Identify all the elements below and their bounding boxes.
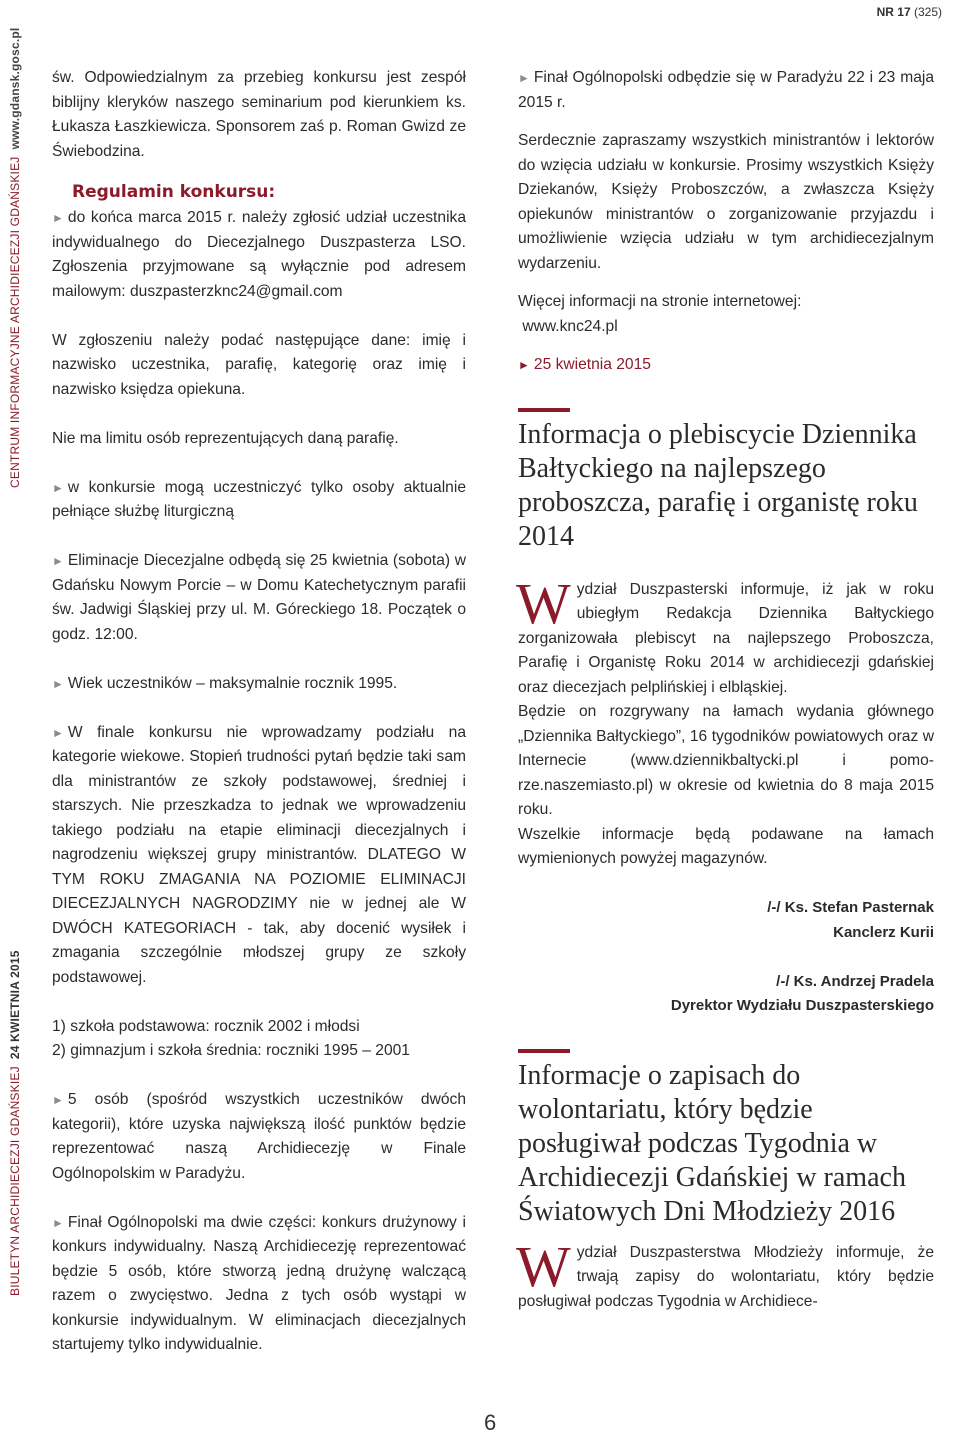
sidebar-bottom-label: BIULETYN ARCHIDIECEZJI GDAŃSKIEJ 24 KWIETNIA 2015 [8, 950, 22, 1296]
rule-bullet: ► W finale konkursu nie wprowadzamy podziału na kategorie wiekowe. Stopień trudności pytań będzie taki sam dla ministrantów ze szkoły podstawowej, średniej i starszych. Nie przeszkadza to jednak we wprowadzeniu takiego podziału na etapie eliminacji diecezjalnych i nagrodzeniu większej grupy ministrantów. DLATEGO W TYM ROKU ZMAGANIA NA POZIOMIE ELIMINACJI DIECEZJALNYCH NAGRODZIMY nie w jednej ale W DWÓCH KATEGORIACH - tak, aby docenić wysiłek i zmagania szczególnie młodszej grupy ze szkoły podstawowej. [52, 723, 466, 986]
category-line: 2) gimnazjum i szkoła średnia: roczniki 1995 – 2001 [52, 1042, 410, 1059]
drop-cap: W [516, 570, 571, 636]
triangle-bullet-icon: ► [52, 554, 64, 568]
triangle-bullet-icon: ► [52, 676, 64, 691]
article-paragraph: Wydział Duszpasterstwa Młodzieży informuje, że trwają zapisy do wolontariatu, który będzie posługiwał podczas Tygodnia w Archidiece- [516, 1233, 934, 1310]
category-line: 1) szkoła podstawowa: rocznik 2002 i młodsi [52, 1017, 360, 1035]
signature-role: Kanclerz Kurii [833, 923, 934, 941]
triangle-bullet-icon: ► [518, 358, 530, 372]
date-line: ► 25 kwietnia 2015 [518, 356, 651, 373]
page-number: 6 [484, 1410, 497, 1435]
paragraph: Nie ma limitu osób reprezentujących daną parafię. [52, 429, 399, 447]
article-paragraph: Wydział Duszpasterski informuje, iż jak w roku ubiegłym Redakcja Dziennika Bałtyckiego zorganizowała plebiscyt na najlepszego Proboszcza, Parafię i Organistę Roku 2014 w archidiecezji gdańskiej oraz diecezjach pelplińskiej i elbląskiej. [516, 570, 934, 696]
rules-heading: Regulamin konkursu: [72, 182, 276, 202]
sidebar-top-label: CENTRUM INFORMACYJNE ARCHIDIECEZJI GDAŃSKIEJ www.gdansk.gosc.pl [8, 27, 22, 488]
paragraph: W zgłoszeniu należy podać następujące dane: imię i nazwisko uczestnika, parafię, kategorię oraz imię i nazwisko księdza opiekuna. [52, 331, 466, 398]
signature-role: Dyrektor Wydziału Duszpasterskiego [670, 997, 934, 1014]
more-info-url[interactable]: www.knc24.pl [522, 317, 618, 335]
article-headline: Informacja o plebiscycie Dziennika Bałtyckiego na najlepszego proboszcza, parafię i organistę roku 2014 [518, 418, 918, 552]
triangle-bullet-icon: ► [52, 480, 64, 495]
rule-bullet: ► Wiek uczestników – maksymalnie rocznik 1995. [52, 674, 398, 692]
rule-bullet: ► w konkursie mogą uczestniczyć tylko osoby aktualnie pełniące służbę liturgiczną [52, 478, 466, 520]
left-column [52, 66, 466, 1358]
website-url[interactable]: www.gdansk.gosc.pl [8, 27, 22, 150]
rule-bullet: ► Finał Ogólnopolski ma dwie części: konkurs drużynowy i konkurs indywidualny. Naszą Archidiecezję reprezentować będzie 5 osób, które stworzą jedną drużynę walczącą razem o zwycięstwo. Jedna z tych osób wystąpi w konkursie indywidualnym. W eliminacjach diecezjalnych startujemy tylko indywidualnie. [52, 1213, 466, 1353]
rule-bullet: ► Eliminacje Diecezjalne odbędą się 25 kwietnia (sobota) w Gdańsku Nowym Porcie – w Domu Katechetycznym parafii św. Jadwigi Śląskiej przy ul. M. Góreckiego 18. Początek o godz. 12:00. [52, 552, 466, 643]
right-column [518, 66, 934, 1314]
rule-bullet: ► do końca marca 2015 r. należy zgłosić udział uczestnika indywidualnego do Diecezjalnego Duszpasterza LSO. Zgłoszenia przyjmowane są wyłącznie pod adresem mailowym: duszpasterzknc24@gmail.com [52, 209, 466, 300]
article-headline: Informacje o zapisach do wolontariatu, który będzie posługiwał podczas Tygodnia w Archidiecezji Gdańskiej w ramach Światowych Dni Młodzieży 2016 [518, 1059, 906, 1227]
headline-rule [518, 408, 570, 412]
issue-number: NR 17 (325) [876, 5, 942, 19]
triangle-bullet-icon: ► [52, 725, 64, 740]
more-info: Więcej informacji na stronie internetowej: [518, 293, 802, 310]
paragraph: Serdecznie zapraszamy wszystkich ministrantów i lektorów do wzięcia udziału w konkursie. Prosimy wszystkich Księży Dziekanów, Księży Proboszczów, a zwłaszcza Księży opiekunów ministrantów o zorganizowanie przyjazdu i umożliwienie wzięcia udziału w tym archidiecezjalnym wydarzeniu. [518, 132, 934, 272]
drop-cap: W [516, 1233, 571, 1299]
triangle-bullet-icon: ► [52, 1093, 64, 1107]
headline-rule [518, 1049, 570, 1053]
intro-paragraph: św. Odpowiedzialnym za przebieg konkursu jest zespół biblijny kleryków naszego seminarium pod kierunkiem ks. Łukasza Łaszkiewicza. Sponsorem zaś p. Roman Gwizd ze Świebodzina. [52, 69, 466, 160]
signature-name: /-/ Ks. Andrzej Pradela [776, 972, 934, 990]
rule-bullet: ► Finał Ogólnopolski odbędzie się w Paradyżu 22 i 23 maja 2015 r. [518, 69, 934, 111]
article-paragraph: Będzie on rozgrywany na łamach wydania głównego „Dziennika Bałtyckiego”, 16 tygodników powiatowych oraz w Internecie (www.dziennikbaltycki.pl i pomo-rze.naszemiasto.pl) w okresie od kwietnia do 8 maja 2015 roku. [518, 703, 934, 818]
signature-name: /-/ Ks. Stefan Pasternak [767, 899, 934, 916]
article-paragraph: Wszelkie informacje będą podawane na łamach wymienionych powyżej magazynów. [518, 825, 934, 867]
triangle-bullet-icon: ► [52, 211, 64, 225]
sidebar [6, 0, 24, 1438]
triangle-bullet-icon: ► [518, 71, 530, 85]
rule-bullet: ► 5 osób (spośród wszystkich uczestników dwóch kategorii), które uzyska największą ilość punktów będzie reprezentować naszą Archidiecezję w Finale Ogólnopolskim w Paradyżu. [52, 1091, 466, 1182]
triangle-bullet-icon: ► [52, 1215, 64, 1230]
